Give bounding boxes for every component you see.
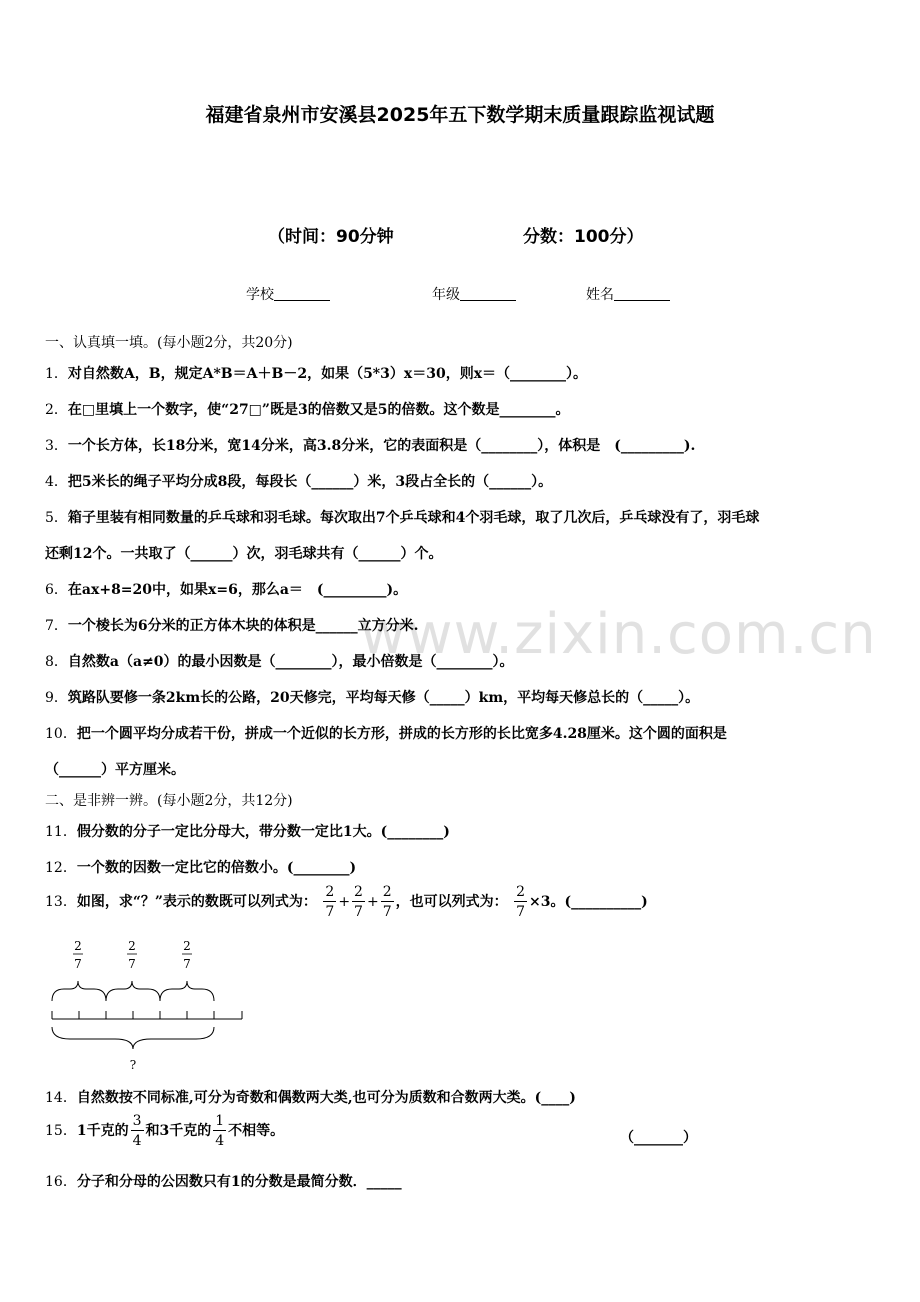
question-3 — [45, 435, 695, 455]
fraction — [213, 1114, 226, 1148]
question-number: 1． — [45, 366, 68, 382]
question-mark-label: ? — [129, 1058, 137, 1072]
question-15 — [45, 1114, 284, 1148]
question-9 — [45, 687, 699, 707]
name-blank[interactable] — [614, 286, 670, 301]
figure-label-numerator: 2 — [74, 939, 82, 953]
fraction-numerator: 2 — [382, 884, 392, 900]
section-heading-1: 一、认真填一填。(每小题2分，共20分) — [45, 335, 293, 351]
question-1 — [45, 363, 587, 383]
question-10 — [45, 723, 727, 743]
top-brace-2 — [106, 981, 160, 1001]
fraction-numerator: 2 — [325, 884, 335, 900]
question-number: 11． — [45, 824, 77, 840]
question-text: 一个长方体，长18分米，宽14分米，高3.8分米，它的表面积是（________），体积是 (_________). — [67, 438, 696, 454]
figure-label-numerator: 2 — [183, 939, 191, 953]
fraction-denominator: 4 — [132, 1133, 142, 1149]
question-number: 14． — [45, 1090, 77, 1106]
fraction — [323, 885, 336, 919]
plus-sign: + — [366, 894, 379, 910]
figure-label-2 — [127, 939, 137, 971]
question-text: 在□里填上一个数字，使“27□”既是3的倍数又是5的倍数。这个数是________。 — [67, 402, 570, 418]
question-text: 在ax+8=20中，如果x=6，那么a＝ (_________)。 — [67, 582, 408, 598]
question-text: 分子和分母的公因数只有1的分数是最简分数．_____ — [76, 1174, 402, 1190]
figure-label-numerator: 2 — [128, 939, 136, 953]
fraction — [352, 885, 365, 919]
fraction-numerator: 1 — [215, 1113, 225, 1129]
fraction-numerator: 2 — [354, 884, 363, 900]
question-13 — [45, 885, 648, 919]
question-text: 箱子里装有相同数量的乒乓球和羽毛球。每次取出7个乒乓球和4个羽毛球，取了几次后，乒乓球没有了，羽毛球 — [67, 510, 760, 526]
plus-sign: + — [338, 894, 351, 910]
question-number: 3． — [45, 438, 68, 454]
question-text-pre: 1千克的 — [76, 1123, 129, 1139]
question-4 — [45, 471, 552, 491]
question-12 — [45, 857, 356, 877]
fraction-numerator: 3 — [132, 1113, 142, 1129]
bottom-brace — [52, 1027, 214, 1049]
question-text: 自然数按不同标准,可分为奇数和偶数两大类,也可分为质数和合数两大类。(____) — [76, 1090, 576, 1106]
question-text: 对自然数A，B，规定A*B＝A＋B－2，如果（5*3）x＝30，则x＝（________）。 — [67, 366, 588, 382]
exam-score: 分数：100分） — [523, 227, 644, 247]
grade-label: 年级 — [432, 287, 460, 303]
question-16 — [45, 1171, 402, 1191]
watermark: www.zixin.com.cn — [360, 602, 877, 667]
question-text: 一个数的因数一定比它的倍数小。(________) — [76, 860, 357, 876]
page-title: 福建省泉州市安溪县2025年五下数学期末质量跟踪监视试题 — [205, 104, 715, 126]
exam-time: （时间：90分钟 — [268, 227, 394, 247]
question-number: 8． — [45, 654, 68, 670]
top-brace-1 — [52, 981, 106, 1001]
figure-label-denominator: 7 — [183, 957, 191, 971]
question-10-continued — [45, 759, 185, 779]
grade-blank[interactable] — [460, 286, 516, 301]
question-number: 4． — [45, 474, 68, 490]
section-heading-2: 二、是非辨一辨。(每小题2分，共12分) — [45, 793, 293, 809]
question-5-continued — [45, 543, 442, 563]
question-text: 一个棱长为6分米的正方体木块的体积是______立方分米. — [67, 618, 419, 634]
question-number: 13． — [45, 894, 77, 910]
question-text: 筑路队要修一条2km长的公路，20天修完，平均每天修（_____）km，平均每天修总长的（_____）。 — [67, 690, 700, 706]
number-line-ticks — [52, 1011, 242, 1019]
question-number: 15． — [45, 1123, 77, 1139]
question-number: 9． — [45, 690, 68, 706]
name-label: 姓名 — [586, 287, 614, 303]
question-text: （______）平方厘米。 — [45, 762, 185, 778]
question-text: 自然数a（a≠0）的最小因数是（________），最小倍数是（________）。 — [67, 654, 514, 670]
question-11 — [45, 821, 450, 841]
question-8 — [45, 651, 514, 671]
fraction — [514, 885, 527, 919]
question-text: 假分数的分子一定比分母大，带分数一定比1大。(________) — [76, 824, 450, 840]
grade-field — [432, 284, 516, 304]
question-6 — [45, 579, 407, 599]
answer-blank-text: （_______） — [620, 1130, 697, 1146]
question-number: 2． — [45, 402, 68, 418]
fraction-denominator: 7 — [516, 904, 525, 920]
school-label: 学校 — [246, 287, 274, 303]
question-number: 5． — [45, 510, 68, 526]
name-field — [586, 284, 670, 304]
fraction — [131, 1114, 144, 1148]
school-blank[interactable] — [274, 286, 330, 301]
number-line-figure — [40, 935, 255, 1075]
question-number: 7． — [45, 618, 68, 634]
question-number: 12． — [45, 860, 77, 876]
fraction-denominator: 7 — [382, 904, 392, 920]
question-number: 10． — [45, 726, 77, 742]
question-14 — [45, 1087, 576, 1107]
figure-label-3 — [182, 939, 192, 971]
question-text-mid: 和3千克的 — [145, 1123, 212, 1139]
fraction-denominator: 7 — [325, 904, 335, 920]
question-text: 把一个圆平均分成若干份，拼成一个近似的长方形，拼成的长方形的长比宽多4.28厘米。这个圆的面积是 — [76, 726, 727, 742]
question-number: 16． — [45, 1174, 77, 1190]
fraction-denominator: 7 — [354, 904, 363, 920]
question-5 — [45, 507, 759, 527]
figure-label-1 — [73, 939, 83, 971]
question-7 — [45, 615, 419, 635]
question-text: 还剩12个。一共取了（______）次，羽毛球共有（______）个。 — [45, 546, 443, 562]
fraction-numerator: 2 — [516, 884, 525, 900]
figure-label-denominator: 7 — [128, 957, 136, 971]
question-text: 把5米长的绳子平均分成8段，每段长（______）米，3段占全长的（______）。 — [67, 474, 553, 490]
question-2 — [45, 399, 569, 419]
question-text-post: ×3。(__________) — [529, 894, 648, 910]
question-number: 6． — [45, 582, 68, 598]
question-text-mid: ，也可以列式为： — [395, 894, 508, 910]
fraction — [381, 885, 394, 919]
question-15-answer-blank[interactable] — [620, 1127, 697, 1147]
top-brace-3 — [160, 981, 214, 1001]
fraction-denominator: 4 — [215, 1133, 225, 1149]
question-text-pre: 如图，求“？”表示的数既可以列式为： — [76, 894, 317, 910]
question-text-post: 不相等。 — [228, 1123, 285, 1139]
figure-label-denominator: 7 — [74, 957, 82, 971]
school-field — [246, 284, 330, 304]
